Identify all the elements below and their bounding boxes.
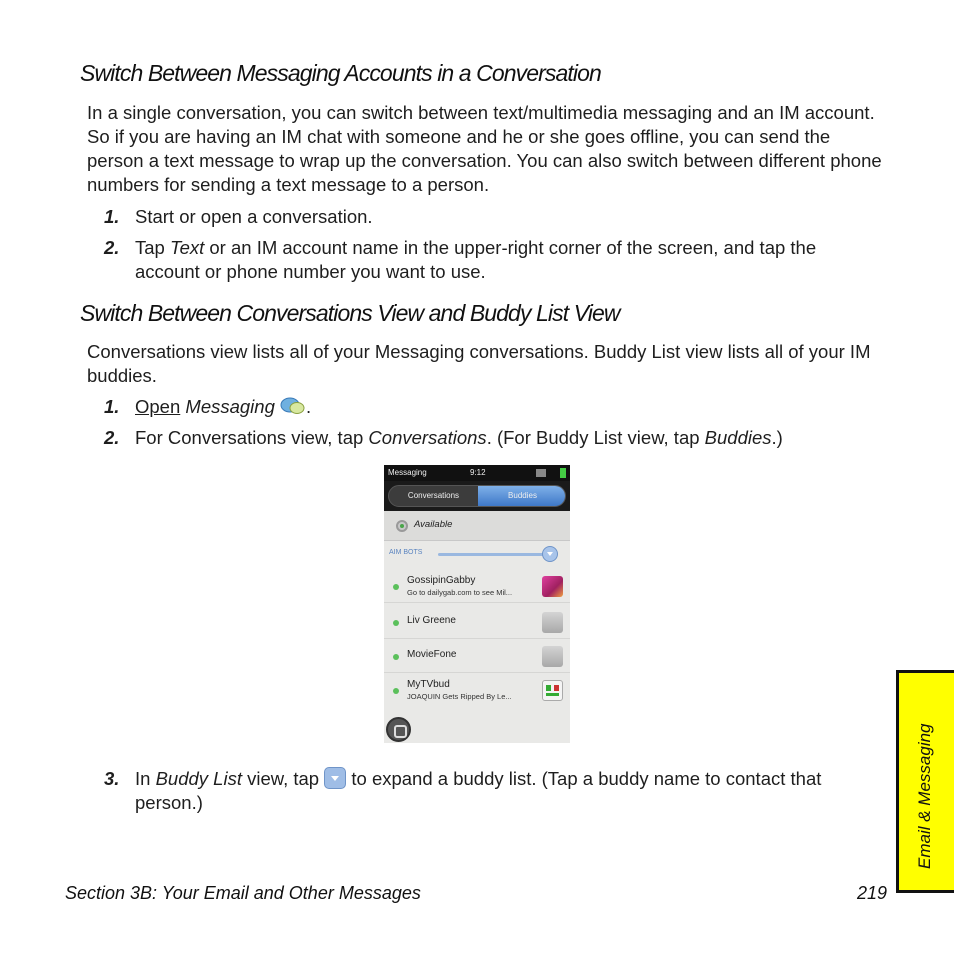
signal-icon bbox=[536, 469, 546, 477]
group-label: AIM BOTS bbox=[389, 549, 423, 556]
online-status-icon bbox=[393, 584, 399, 590]
text-keyword: Text bbox=[169, 237, 205, 258]
tab-container bbox=[388, 485, 566, 507]
buddy-avatar bbox=[542, 646, 563, 667]
section-title-views: Switch Between Conversations View and Buddy List View bbox=[80, 300, 620, 326]
buddy-list-keyword: Buddy List bbox=[155, 768, 242, 789]
buddy-status-message: Go to dailygab.com to see Mil... bbox=[407, 588, 513, 597]
step-text: Tap Text or an IM account name in the upper-right corner of the screen, and tap the account or phone number you want to use. bbox=[135, 237, 817, 282]
step-text: Start or open a conversation. bbox=[135, 206, 373, 227]
step-text: For Conversations view, tap Conversations. (For Buddy List view, tap Buddies.) bbox=[135, 427, 783, 448]
step-number: 3. bbox=[104, 768, 120, 789]
online-status-icon bbox=[393, 620, 399, 626]
conversations-keyword: Conversations bbox=[368, 427, 487, 448]
buddy-name: GossipinGabby bbox=[407, 575, 476, 586]
list-item[interactable] bbox=[384, 569, 570, 603]
open-link[interactable]: Open bbox=[135, 396, 181, 417]
battery-icon bbox=[560, 468, 566, 478]
step-number: 2. bbox=[104, 427, 120, 448]
paragraph-views-intro: Conversations view lists all of your Messaging conversations. Buddy List view lists all of your IM buddies. bbox=[87, 341, 871, 386]
step-number: 1. bbox=[104, 206, 120, 227]
messaging-keyword: Messaging bbox=[185, 396, 275, 417]
messaging-icon bbox=[280, 396, 306, 416]
tab-conversations[interactable]: Conversations bbox=[407, 491, 460, 500]
expand-icon bbox=[324, 767, 346, 789]
list-item[interactable] bbox=[384, 605, 570, 639]
section-title-accounts: Switch Between Messaging Accounts in a Conversation bbox=[80, 60, 601, 86]
phone-screenshot bbox=[384, 465, 570, 743]
status-bar bbox=[384, 465, 570, 481]
list-item[interactable] bbox=[384, 673, 570, 707]
group-divider bbox=[438, 553, 548, 556]
buddies-keyword: Buddies bbox=[704, 427, 772, 448]
buddy-name: Liv Greene bbox=[407, 615, 456, 626]
buddy-avatar bbox=[542, 680, 563, 701]
step-text: In Buddy List view, tap to expand a buddy list. (Tap a buddy name to contact that person.) bbox=[135, 768, 822, 813]
step-number: 2. bbox=[104, 237, 120, 258]
list-item[interactable] bbox=[384, 639, 570, 673]
online-status-icon bbox=[393, 688, 399, 694]
chapter-side-tab-label: Email & Messaging bbox=[915, 723, 934, 869]
availability-label: Available bbox=[414, 519, 453, 530]
buddy-group-header[interactable] bbox=[384, 545, 570, 563]
online-status-icon bbox=[393, 654, 399, 660]
status-time: 9:12 bbox=[470, 468, 486, 477]
step-text: Open Messaging . bbox=[135, 396, 312, 417]
page-number: 219 bbox=[857, 883, 888, 903]
view-tabs bbox=[384, 481, 570, 511]
availability-row[interactable] bbox=[384, 511, 570, 541]
availability-status-icon bbox=[396, 520, 408, 532]
chapter-side-tab bbox=[896, 670, 954, 893]
step-number: 1. bbox=[104, 396, 120, 417]
expand-group-icon[interactable] bbox=[542, 546, 558, 562]
buddy-name: MyTVbud bbox=[407, 679, 450, 690]
footer-section-title: Section 3B: Your Email and Other Messages bbox=[65, 883, 421, 903]
buddy-avatar bbox=[542, 612, 563, 633]
paragraph-accounts-intro: In a single conversation, you can switch between text/multimedia messaging and an IM account. So if you are having an IM chat with someone and he or she goes offline, you can send the person a text message to wrap up the conversation. You can also switch between different phone numbers for sending a text message to a person. bbox=[87, 102, 882, 195]
buddy-name: MovieFone bbox=[407, 649, 457, 660]
status-app-name: Messaging bbox=[388, 468, 427, 477]
compose-button[interactable] bbox=[386, 717, 411, 742]
buddy-status-message: JOAQUIN Gets Ripped By Le... bbox=[407, 692, 512, 701]
buddy-avatar bbox=[542, 576, 563, 597]
tab-buddies[interactable]: Buddies bbox=[478, 486, 566, 506]
